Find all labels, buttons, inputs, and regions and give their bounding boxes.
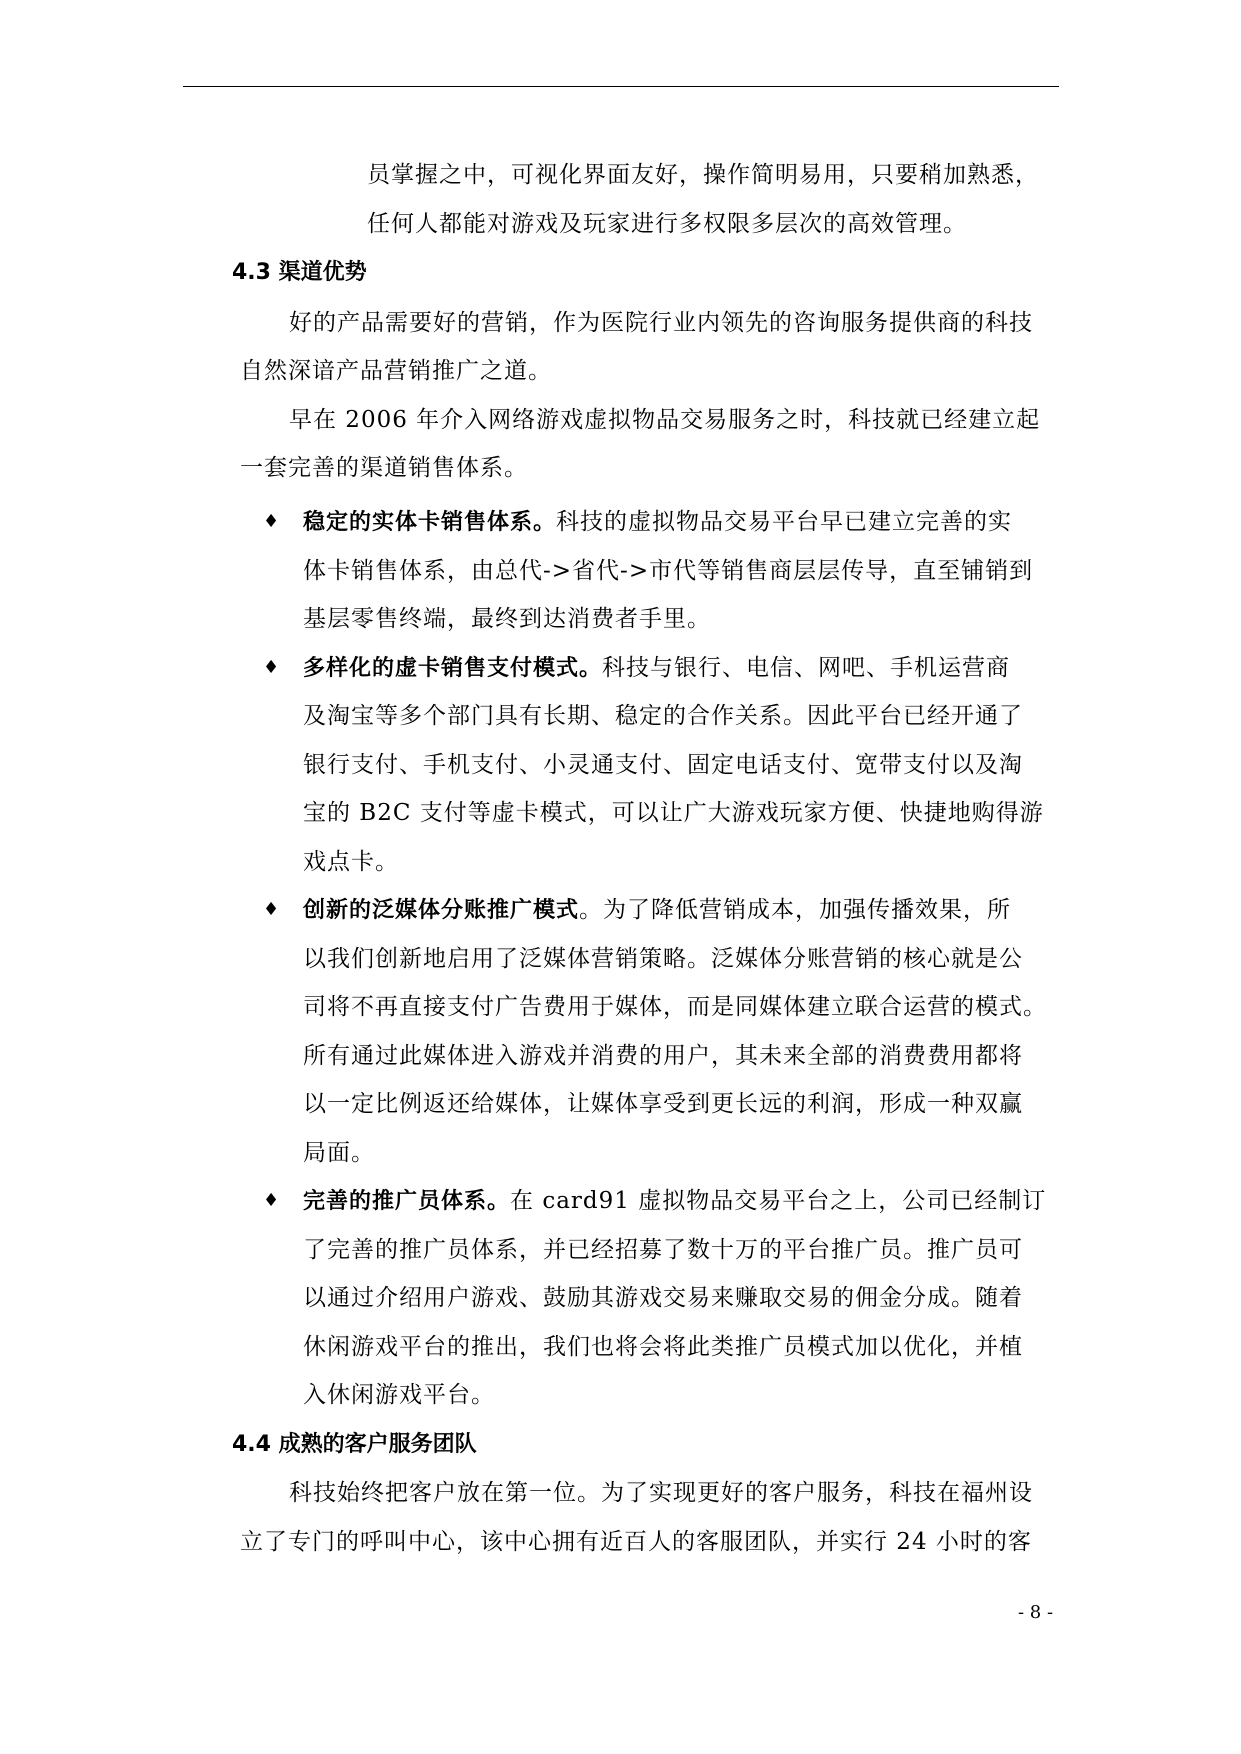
- body-line: 任何人都能对游戏及玩家进行多权限多层次的高效管理。: [367, 211, 967, 237]
- bullet-rest: 科技的虚拟物品交易平台早已建立完善的实: [556, 509, 1013, 535]
- bullet-icon: ♦: [263, 657, 280, 678]
- section-heading-4-3: 4.3 渠道优势: [232, 260, 367, 285]
- body-line: 好的产品需要好的营销，作为医院行业内领先的咨询服务提供商的科技: [289, 310, 1033, 336]
- body-line: 员掌握之中，可视化界面友好，操作简明易用，只要稍加熟悉，: [367, 162, 1039, 188]
- bullet-line: 司将不再直接支付广告费用于媒体，而是同媒体建立联合运营的模式。: [303, 994, 1047, 1020]
- bullet-line: 宝的 B2C 支付等虚卡模式，可以让广大游戏玩家方便、快捷地购得游: [303, 800, 1044, 826]
- bullet-rest: 科技与银行、电信、网吧、手机运营商: [602, 655, 1011, 681]
- header-rule: [183, 86, 1059, 87]
- bullet-line: 基层零售终端，最终到达消费者手里。: [303, 606, 711, 632]
- bullet-line: 体卡销售体系，由总代->省代->市代等销售商层层传导，直至铺销到: [303, 558, 1034, 584]
- page-number: - 8 -: [1018, 1602, 1054, 1623]
- body-line: 立了专门的呼叫中心，该中心拥有近百人的客服团队，并实行 24 小时的客: [240, 1529, 1032, 1555]
- bullet-item-first-line: [303, 504, 1012, 541]
- bullet-rest: 在 card91 虚拟物品交易平台之上，公司已经制订: [510, 1188, 1047, 1214]
- bullet-item-first-line: [303, 650, 1010, 687]
- bullet-bold-lead: 完善的推广员体系。: [303, 1189, 511, 1214]
- body-line: 自然深谙产品营销推广之道。: [240, 358, 552, 384]
- section-heading-4-4: 4.4 成熟的客户服务团队: [232, 1432, 477, 1457]
- bullet-bold-lead: 多样化的虚卡销售支付模式。: [303, 656, 603, 681]
- bullet-line: 入休闲游戏平台。: [303, 1382, 495, 1408]
- body-line: 早在 2006 年介入网络游戏虚拟物品交易服务之时，科技就已经建立起: [289, 407, 1041, 433]
- body-line: 一套完善的渠道销售体系。: [240, 455, 528, 481]
- bullet-line: 局面。: [303, 1140, 375, 1166]
- bullet-line: 所有通过此媒体进入游戏并消费的用户，其未来全部的消费费用都将: [303, 1043, 1023, 1069]
- body-line: 科技始终把客户放在第一位。为了实现更好的客户服务，科技在福州设: [289, 1480, 1033, 1506]
- bullet-icon: ♦: [263, 1190, 280, 1211]
- bullet-icon: ♦: [263, 511, 280, 532]
- bullet-line: 及淘宝等多个部门具有长期、稳定的合作关系。因此平台已经开通了: [303, 703, 1023, 729]
- bullet-bold-lead: 创新的泛媒体分账推广模式: [303, 898, 580, 923]
- bullet-line: 戏点卡。: [303, 849, 399, 875]
- bullet-line: 以通过介绍用户游戏、鼓励其游戏交易来赚取交易的佣金分成。随着: [303, 1285, 1023, 1311]
- bullet-item-first-line: [303, 1183, 1046, 1220]
- bullet-bold-lead: 稳定的实体卡销售体系。: [303, 510, 557, 535]
- bullet-line: 以我们创新地启用了泛媒体营销策略。泛媒体分账营销的核心就是公: [303, 946, 1023, 972]
- bullet-line: 休闲游戏平台的推出，我们也将会将此类推广员模式加以优化，并植: [303, 1334, 1023, 1360]
- bullet-line: 银行支付、手机支付、小灵通支付、固定电话支付、宽带支付以及淘: [303, 752, 1023, 778]
- bullet-line: 以一定比例返还给媒体，让媒体享受到更长远的利润，形成一种双赢: [303, 1091, 1023, 1117]
- bullet-item-first-line: [303, 892, 1011, 929]
- bullet-rest: 。为了降低营销成本，加强传播效果，所: [579, 897, 1012, 923]
- bullet-icon: ♦: [263, 899, 280, 920]
- bullet-line: 了完善的推广员体系，并已经招募了数十万的平台推广员。推广员可: [303, 1237, 1023, 1263]
